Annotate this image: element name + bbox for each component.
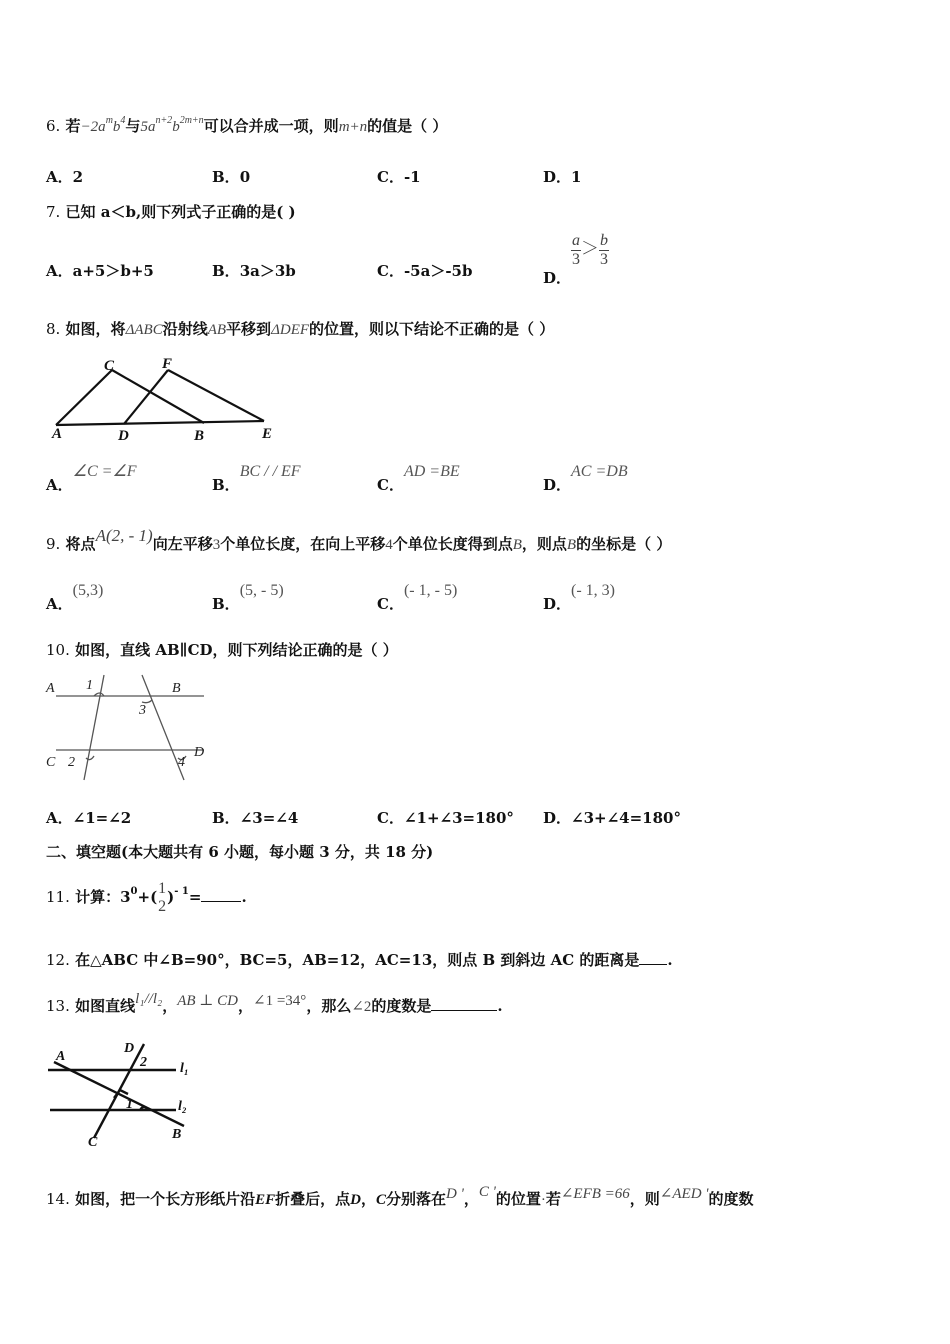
fraction: $\frac{b}{3}$: [600, 232, 609, 268]
question-13: 13. 如图直线l₁//l₂，AB ⊥ CD，∠1 =34°，那么∠2的度数是 .: [46, 991, 503, 1015]
question-number: 9.: [46, 535, 61, 553]
option-c[interactable]: C．∠1+∠3=180°: [377, 809, 514, 827]
option-c[interactable]: C．-5a＞-5b: [377, 262, 473, 280]
figure-parallel-lines: [44, 670, 214, 785]
question-11: 11. 计算：$3^0+$( 1 2 )$^{- 1}$= .: [46, 880, 247, 915]
question-number: 13.: [46, 997, 70, 1015]
label-a: A: [46, 681, 55, 696]
option-d[interactable]: D．(- 1, 3): [543, 582, 615, 613]
figure-perpendicular: [44, 1038, 204, 1150]
label-angle-2: 2: [140, 1055, 147, 1070]
figure-translation: [46, 350, 286, 450]
answer-blank[interactable]: [639, 952, 667, 965]
option-b[interactable]: B．(5, - 5): [212, 582, 284, 613]
label-angle-1: 1: [126, 1097, 133, 1112]
label-c: C: [46, 755, 56, 770]
label-a: A: [56, 1049, 66, 1064]
option-a[interactable]: A．∠1=∠2: [46, 809, 132, 827]
question-number: 7.: [46, 203, 61, 221]
label-d: D: [124, 1041, 135, 1056]
math-term: $5a^{n+2}b^{2m+n}$: [140, 115, 204, 135]
question-number: 12.: [46, 951, 70, 969]
fraction: 1 2: [158, 880, 167, 915]
label-d: D: [194, 745, 205, 760]
answer-blank[interactable]: [201, 889, 241, 902]
label-a: A: [52, 426, 63, 442]
math-term: $-2a^mb^4$: [80, 115, 126, 135]
label-angle-1: 1: [86, 678, 93, 693]
label-b: B: [194, 428, 205, 444]
fraction: $\frac{a}{3}$: [572, 232, 581, 268]
option-a[interactable]: A．(5,3): [46, 582, 104, 613]
label-angle-2: 2: [68, 755, 75, 770]
label-f: F: [162, 356, 173, 372]
option-d[interactable]: D．∠3+∠4=180°: [543, 809, 681, 827]
label-b: B: [172, 1127, 182, 1142]
label-d: D: [118, 428, 129, 444]
label-b: B: [172, 681, 181, 696]
question-number: 14.: [46, 1190, 70, 1208]
question-10: 10. 如图，直线 AB∥CD，则下列结论正确的是（ ）: [46, 641, 398, 659]
label-c: C: [104, 358, 115, 374]
option-b[interactable]: B．3a＞3b: [212, 262, 296, 280]
option-d[interactable]: D． $\frac{a}{3}$ ＞ $\frac{b}{3}$: [543, 232, 609, 287]
question-6: 6. 若$-2a^mb^4$与$5a^{n+2}b^{2m+n}$可以合并成一项，则m+n的值是（ ）: [46, 115, 448, 135]
question-number: 11.: [46, 888, 70, 906]
option-a[interactable]: A．2: [46, 168, 84, 186]
label-angle-4: 4: [178, 755, 185, 770]
label-e: E: [262, 426, 273, 442]
label-l1: l₁: [180, 1061, 189, 1076]
question-14: 14. 如图，把一个长方形纸片沿EF折叠后，点D，C分别落在D '，C '的位置·若∠EFB =66，则∠AED '的度数: [46, 1184, 754, 1208]
math-term: m+n: [338, 119, 368, 135]
question-number: 6.: [46, 117, 61, 135]
option-b[interactable]: B．0: [212, 168, 251, 186]
question-7: 7. 已知 a＜b,则下列式子正确的是( ): [46, 203, 296, 221]
option-c[interactable]: C．-1: [377, 168, 421, 186]
option-a[interactable]: A．∠C =∠F: [46, 463, 137, 494]
option-d[interactable]: D．1: [543, 168, 582, 186]
question-9: 9. 将点A(2, - 1)向左平移3个单位长度，在向上平移4个单位长度得到点B，则点B的坐标是（ ）: [46, 526, 672, 553]
option-c[interactable]: C．AD =BE: [377, 463, 460, 494]
option-a[interactable]: A．a+5＞b+5: [46, 262, 154, 280]
question-8: 8. 如图，将ΔABC沿射线AB平移到ΔDEF的位置，则以下结论不正确的是（ ）: [46, 320, 555, 338]
section-title: 二、填空题(本大题共有 6 小题，每小题 3 分，共 18 分): [46, 843, 434, 861]
label-l2: l₂: [178, 1099, 187, 1114]
question-number: 10.: [46, 641, 70, 659]
answer-blank[interactable]: [431, 998, 497, 1011]
label-angle-3: 3: [139, 703, 146, 718]
label-c: C: [88, 1135, 98, 1150]
option-b[interactable]: B．∠3=∠4: [212, 809, 299, 827]
question-12: 12. 在△ABC 中∠B=90°，BC=5，AB=12，AC=13，则点 B 到斜边 AC 的距离是 .: [46, 951, 673, 969]
question-number: 8.: [46, 320, 61, 338]
option-d[interactable]: D．AC =DB: [543, 463, 628, 494]
option-c[interactable]: C．(- 1, - 5): [377, 582, 458, 613]
option-b[interactable]: B．BC / / EF: [212, 463, 301, 494]
